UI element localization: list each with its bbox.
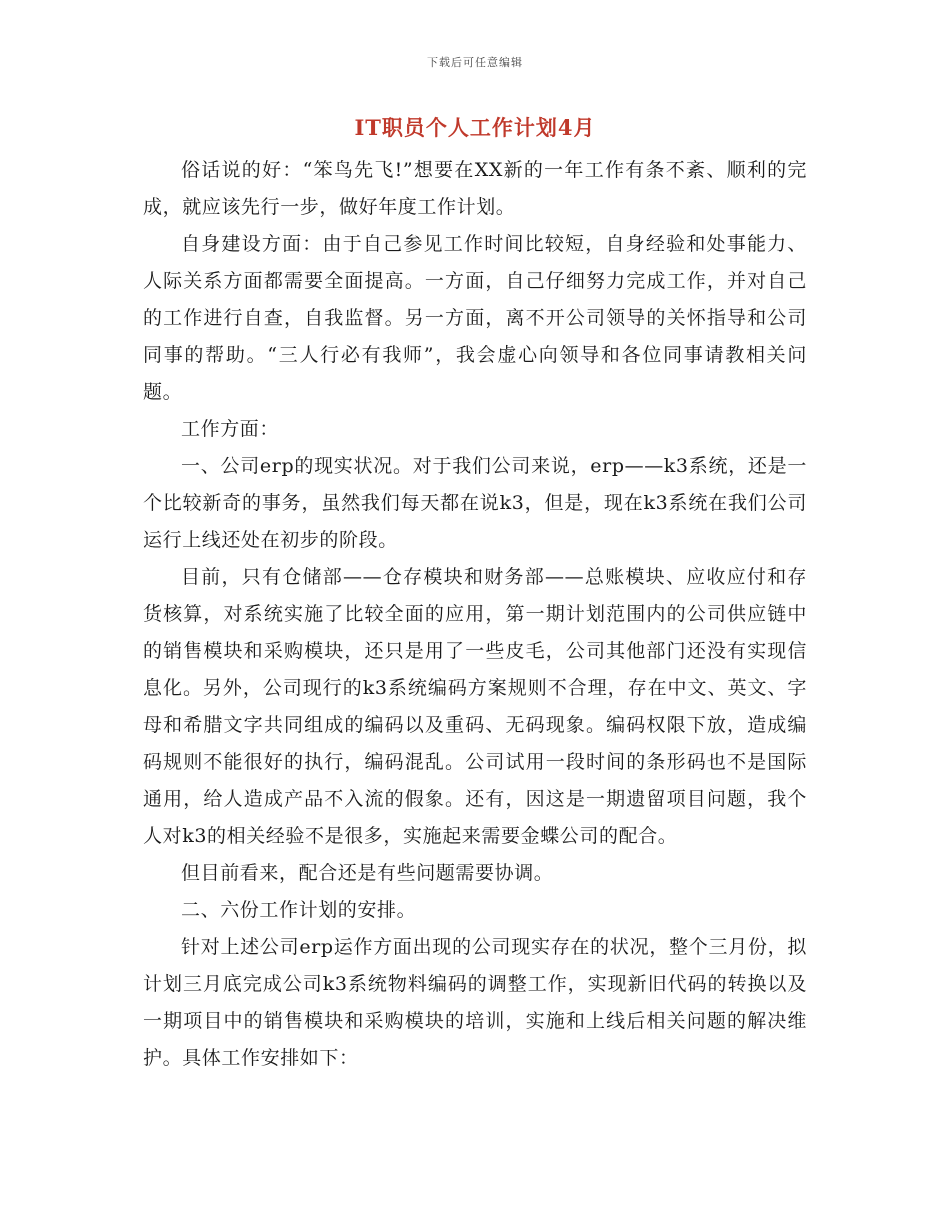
paragraph-intro: 俗话说的好：“笨鸟先飞!”想要在XX新的一年工作有条不紊、顺利的完成，就应该先行一步，做好年度工作计划。 — [143, 159, 807, 218]
paragraph-coordination: 但目前看来，配合还是有些问题需要协调。 — [181, 862, 554, 884]
paragraph-current-situation: 目前，只有仓储部——仓存模块和财务部——总账模块、应收应付和存货核算，对系统实施了比较全面的应用，第一期计划范围内的公司供应链中的销售模块和采购模块，还只是用了一些皮毛，公司其他部门还没有实现信息化。另外，公司现行的k3系统编码方案规则不合理，存在中文、英文、字母和希腊文字共同组成的编码以及重码、无码现象。编码权限下放，造成编码规则不能很好的执行，编码混乱。公司试用一段时间的条形码也不是国际通用，给人造成产品不入流的假象。还有，因这是一期遗留项目问题，我个人对k3的相关经验不是很多，实施起来需要金蝶公司的配合。 — [143, 566, 807, 847]
paragraph-erp-status: 一、公司erp的现实状况。对于我们公司来说，erp——k3系统，还是一个比较新奇的事务，虽然我们每天都在说k3，但是，现在k3系统在我们公司运行上线还处在初步的阶段。 — [143, 455, 807, 551]
paragraph-plan-heading: 二、六份工作计划的安排。 — [181, 899, 417, 921]
paragraph-self-development: 自身建设方面：由于自己参见工作时间比较短，自身经验和处事能力、人际关系方面都需要全面提高。一方面，自己仔细努力完成工作，并对自己的工作进行自查，自我监督。另一方面，离不开公司领导的关怀指导和公司同事的帮助。“三人行必有我师”，我会虚心向领导和各位同事请教相关问题。 — [143, 233, 807, 403]
page-header-note: 下载后可任意编辑 — [427, 56, 523, 69]
paragraph-plan-details: 针对上述公司erp运作方面出现的公司现实存在的状况，整个三月份，拟计划三月底完成公司k3系统物料编码的调整工作，实现新旧代码的转换以及一期项目中的销售模块和采购模块的培训，实施和上线后相关问题的解决维护。具体工作安排如下： — [143, 936, 807, 1069]
paragraph-work-heading: 工作方面： — [181, 418, 280, 440]
document-title: IT职员个人工作计划4月 — [354, 115, 596, 140]
document-body — [143, 152, 807, 1077]
